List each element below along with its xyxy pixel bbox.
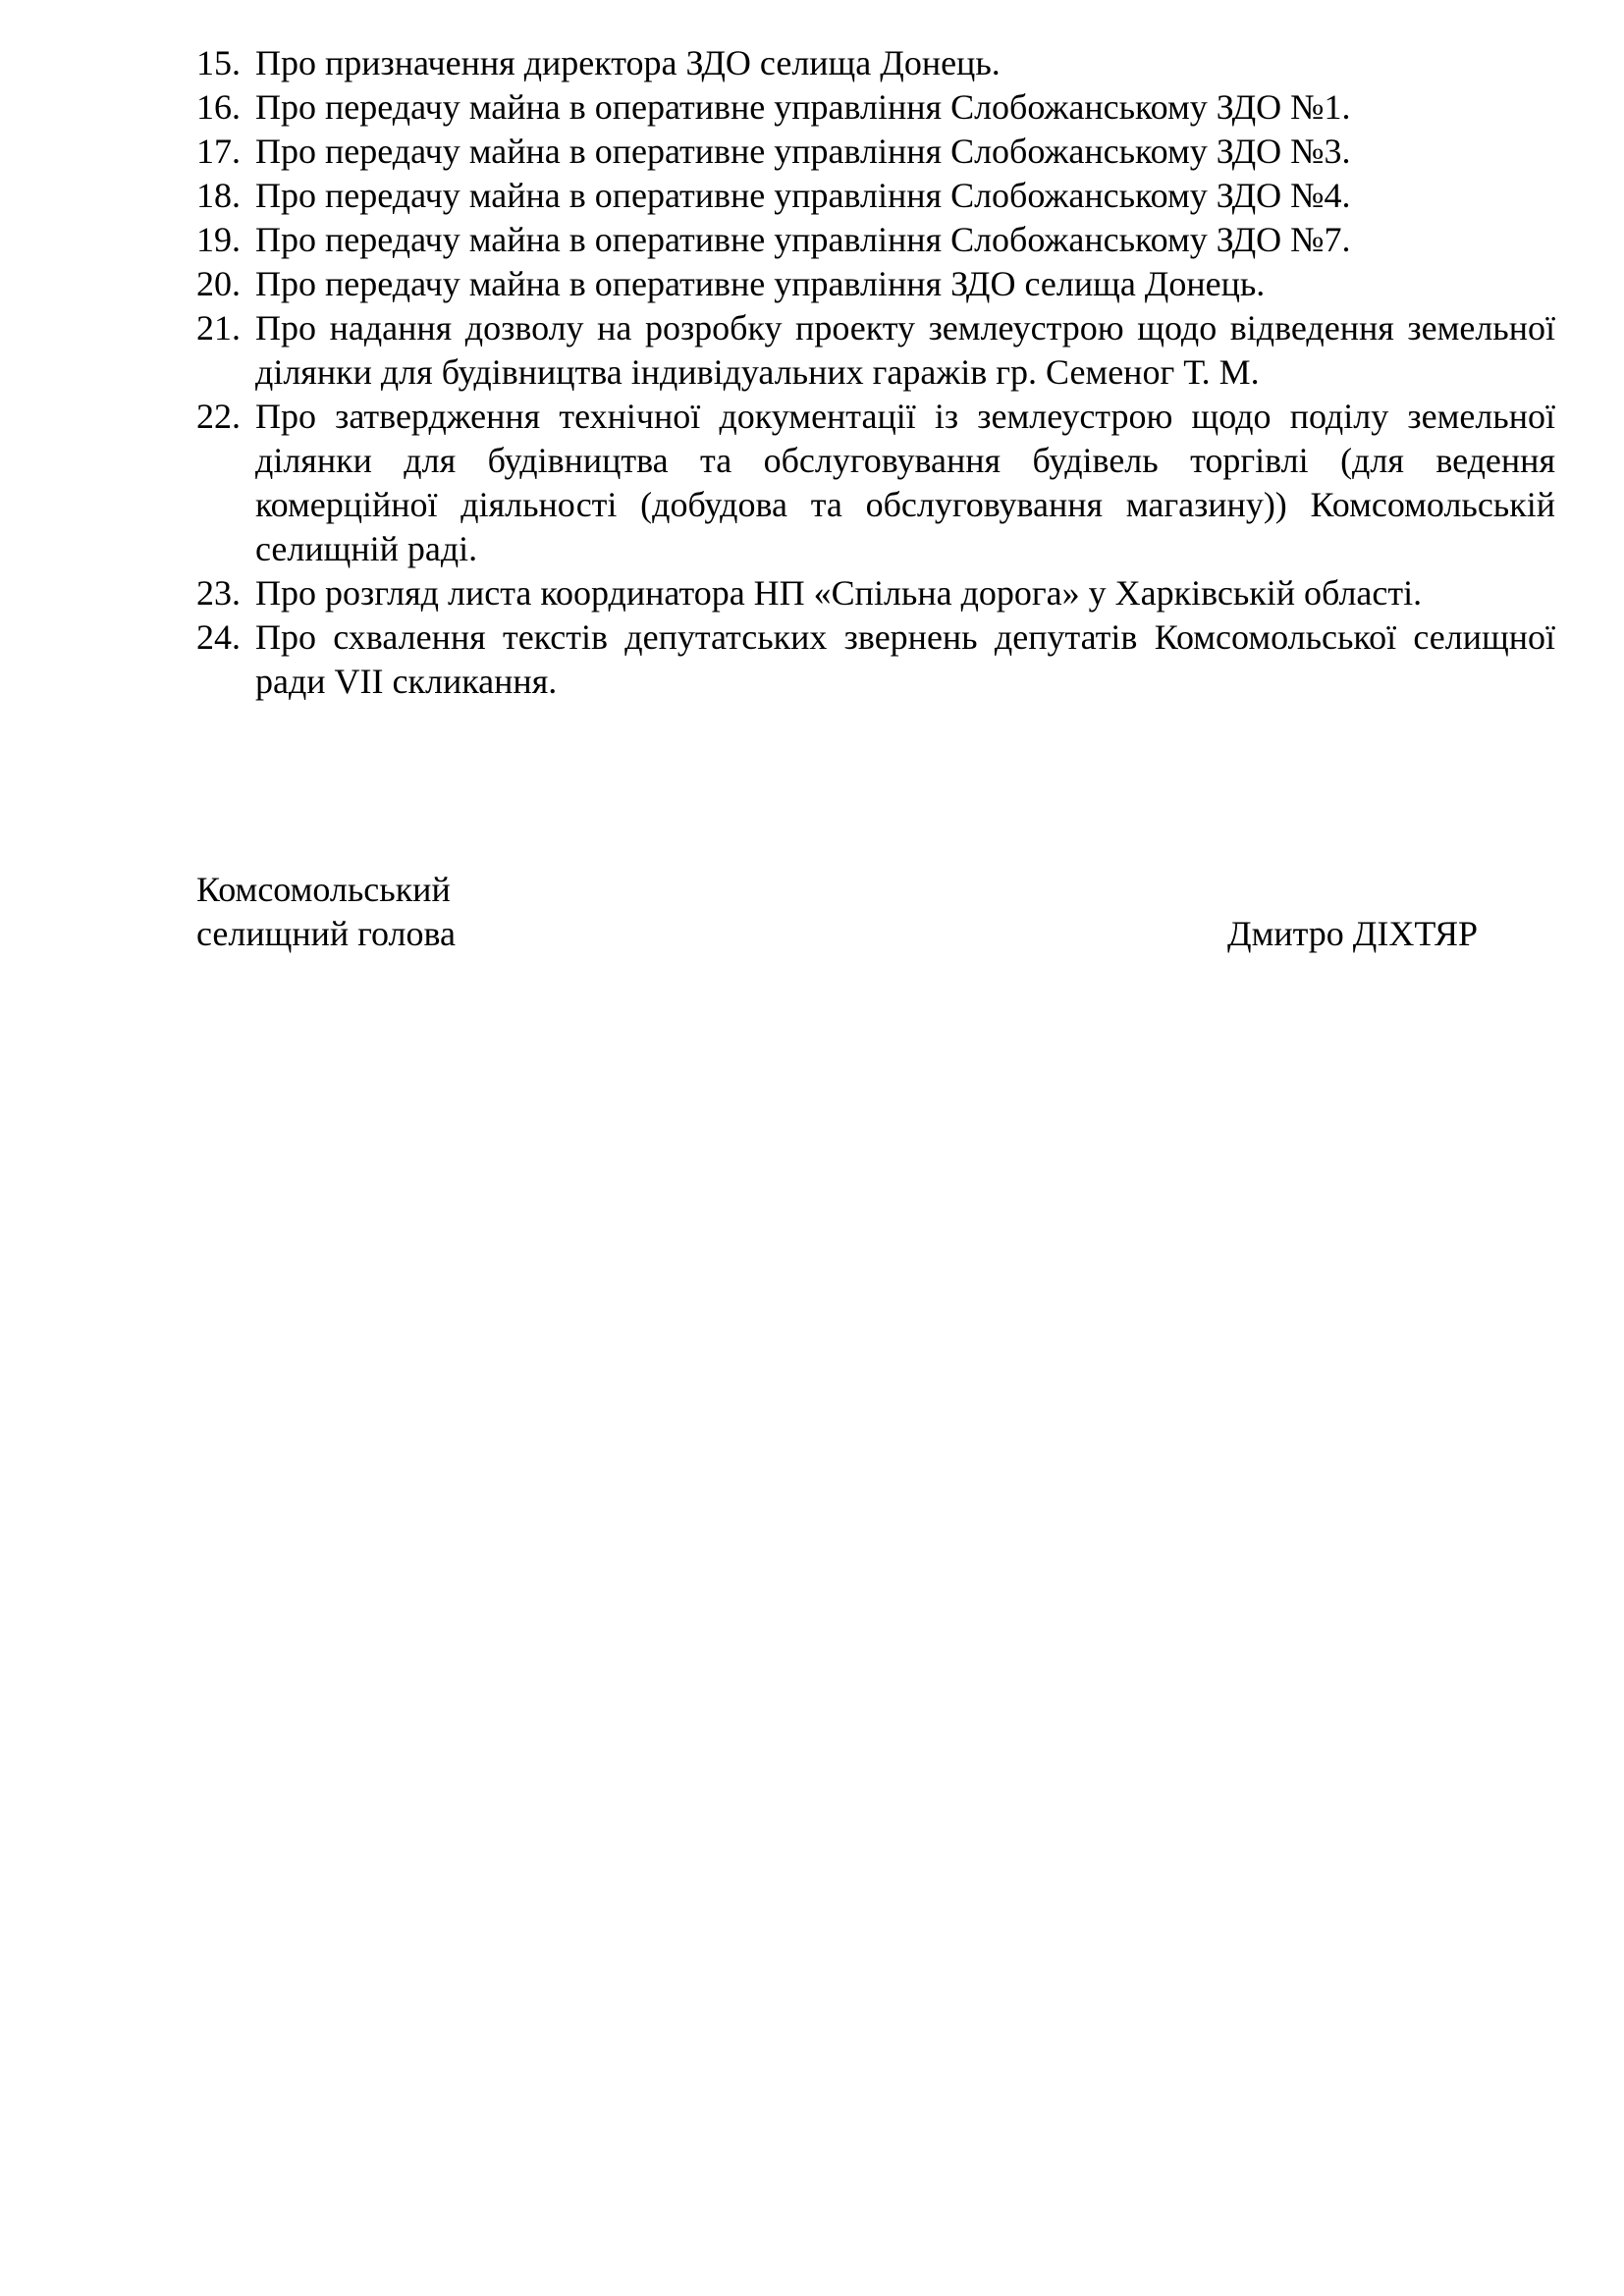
signature-block xyxy=(196,868,1478,956)
agenda-item-text: Про передачу майна в оперативне управління Слобожанському ЗДО №4. xyxy=(255,176,1351,215)
agenda-item-number: 21. xyxy=(196,308,241,347)
signatory-title-line2: селищний голова xyxy=(196,914,457,953)
agenda-item-number: 20. xyxy=(196,264,241,303)
agenda-item-text: Про передачу майна в оперативне управління Слобожанському ЗДО №7. xyxy=(255,220,1351,259)
agenda-item-number: 16. xyxy=(196,87,241,127)
agenda-item xyxy=(196,615,1555,704)
agenda-item-text: Про розгляд листа координатора НП «Спільна дорога» у Харківській області. xyxy=(255,573,1423,613)
agenda-item-text: Про надання дозволу на розробку проекту землеустрою щодо відведення земельної ділянки для будівництва індивідуальних гаражів гр. Семеног Т. М. xyxy=(255,308,1555,392)
signatory-name: Дмитро ДІХТЯР xyxy=(1227,914,1478,953)
agenda-item xyxy=(196,395,1555,571)
agenda-item xyxy=(196,571,1555,615)
agenda-item-text: Про передачу майна в оперативне управління Слобожанському ЗДО №1. xyxy=(255,87,1351,127)
agenda-item-text: Про призначення директора ЗДО селища Донець. xyxy=(255,43,1001,82)
agenda-item-number: 17. xyxy=(196,132,241,171)
agenda-item xyxy=(196,218,1555,262)
agenda-item-number: 19. xyxy=(196,220,241,259)
agenda-item-text: Про передачу майна в оперативне управління Слобожанському ЗДО №3. xyxy=(255,132,1351,171)
signatory-title-line1: Комсомольський xyxy=(196,870,451,909)
agenda-item-text: Про передачу майна в оперативне управління ЗДО селища Донець. xyxy=(255,264,1266,303)
agenda-item-number: 15. xyxy=(196,43,241,82)
agenda-item-text: Про схвалення текстів депутатських звернень депутатів Комсомольської селищної ради VII скликання. xyxy=(255,617,1555,701)
agenda-item xyxy=(196,85,1555,130)
signature-row xyxy=(196,912,1478,956)
agenda-item xyxy=(196,306,1555,395)
agenda-item xyxy=(196,130,1555,174)
agenda-list xyxy=(196,41,1555,704)
agenda-item-number: 18. xyxy=(196,176,241,215)
agenda-item xyxy=(196,174,1555,218)
agenda-item-number: 23. xyxy=(196,573,241,613)
agenda-item-number: 24. xyxy=(196,617,241,657)
agenda-item-number: 22. xyxy=(196,397,241,436)
agenda-item-text: Про затвердження технічної документації із землеустрою щодо поділу земельної ділянки для будівництва та обслуговування будівель торгівлі (для ведення комерційної діяльності (добудова та обслуговування магазину)) Комсомольській селищній раді. xyxy=(255,397,1555,568)
agenda-item xyxy=(196,41,1555,85)
agenda-item xyxy=(196,262,1555,306)
